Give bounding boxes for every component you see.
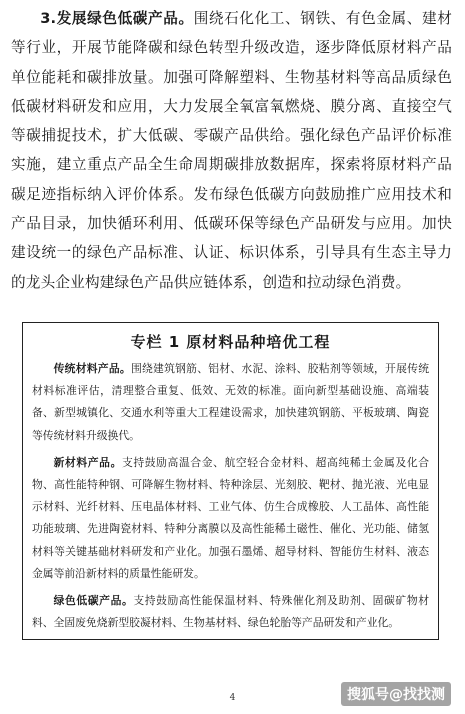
- item-text: 支持鼓励高温合金、航空轻合金材料、超高纯稀土金属及化合物、高性能特种钢、可降解生物材料、特种涂层、光刻胶、靶材、抛光液、光电显示材料、光纤材料、压电晶体材料、工业气体、仿生合成橡胶、人工晶体、高性能功能玻璃、先进陶瓷材料、特种分离膜以及高性能稀土磁性、催化、光功能、储氢材料等关键基础材料研发和产业化。加强石墨烯、超导材料、智能仿生材料、液态金属等前沿新材料的质量性能研发。: [32, 455, 430, 580]
- item-heading: 新材料产品。: [53, 455, 122, 469]
- column-box: [22, 322, 439, 640]
- item-heading: 传统材料产品。: [53, 362, 131, 375]
- watermark: 搜狐号@找找测: [341, 682, 451, 706]
- item-text: 支持鼓励高性能保温材料、特殊催化剂及助剂、固碳矿物材料、全固废免烧新型胶凝材料、生物基材料、绿色轮胎等产品研发和产业化。: [32, 594, 430, 630]
- item-heading: 绿色低碳产品。: [53, 594, 134, 608]
- box-title: 专栏 1 原材料品种培优工程: [130, 333, 331, 351]
- box-item-new-materials: [23, 452, 438, 585]
- item-text: 围绕建筑钢筋、铝材、水泥、涂料、胶粘剂等领域，开展传统材料标准评估，清理整合重复、低效、无效的标准。面向新型基础设施、高端装备、新型城镇化、交通水利等重大工程建设需求，加快建筑钢筋、平板玻璃、陶瓷等传统材料升级换代。: [32, 362, 429, 442]
- box-item-traditional: [23, 358, 438, 447]
- paragraph-text: 围绕石化化工、钢铁、有色金属、建材等行业，开展节能降碳和绿色转型升级改造，逐步降低原材料产品单位能耗和碳排放量。加强可降解塑料、生物基材料等高品质绿色低碳材料研发和应用，大力发展全氧富氧燃烧、膜分离、直接空气等碳捕捉技术，扩大低碳、零碳产品供给。强化绿色产品评价标准实施，建立重点产品全生命周期碳排放数据库，探索将原材料产品碳足迹指标纳入评价体系。发布绿色低碳方向鼓励推广应用技术和产品目录，加快循环利用、低碳环保等绿色产品研发与应用。加快建设统一的绿色产品标准、认证、标识体系，引导具有生态主导力的龙头企业构建绿色产品供应链体系，创造和拉动绿色消费。: [11, 10, 452, 291]
- page-number: 4: [229, 693, 236, 703]
- box-item-green-low-carbon: [23, 590, 438, 634]
- body-paragraph: [11, 4, 452, 297]
- section-heading: 3.发展绿色低碳产品。: [40, 10, 194, 27]
